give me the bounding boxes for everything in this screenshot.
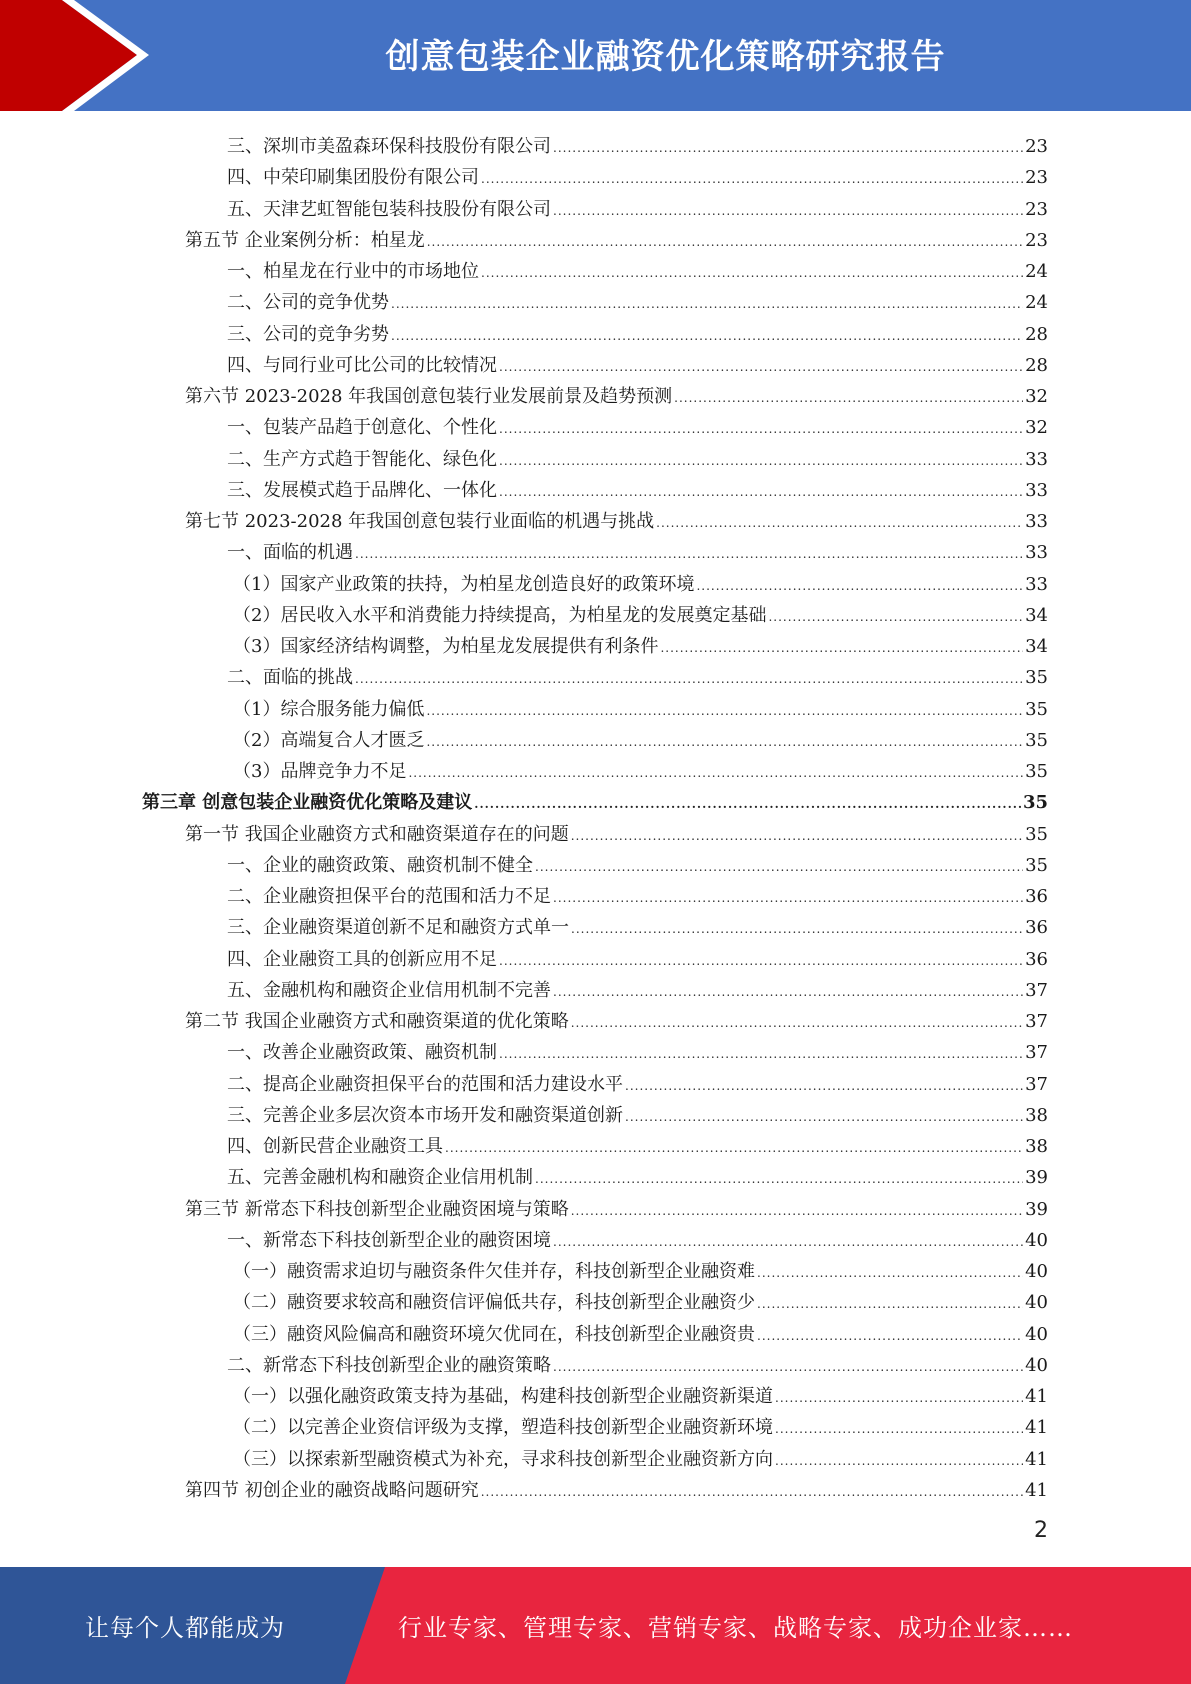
toc-entry-title: （三）融资风险偏高和融资环境欠优同在，科技创新型企业融资贵 bbox=[233, 1323, 755, 1345]
toc-leader-dots bbox=[481, 265, 1023, 283]
toc-entry-page: 33 bbox=[1025, 573, 1048, 595]
toc-entry-title: 第四节 初创企业的融资战略问题研究 bbox=[185, 1479, 479, 1501]
toc-entry[interactable] bbox=[227, 471, 1048, 502]
toc-leader-dots bbox=[553, 1359, 1023, 1377]
toc-entry-page: 36 bbox=[1025, 948, 1048, 970]
toc-entry-title: 四、创新民营企业融资工具 bbox=[227, 1136, 443, 1157]
toc-leader-dots bbox=[499, 484, 1023, 502]
toc-entry-title: 第三节 新常态下科技创新型企业融资困境与策略 bbox=[185, 1198, 569, 1220]
toc-leader-dots bbox=[553, 203, 1023, 221]
toc-entry[interactable] bbox=[233, 1440, 1048, 1471]
toc-leader-dots bbox=[775, 1453, 1023, 1471]
toc-entry-page: 41 bbox=[1025, 1417, 1048, 1439]
toc-entry-page: 36 bbox=[1025, 886, 1048, 907]
toc-leader-dots bbox=[553, 890, 1023, 908]
toc-entry-title: 二、新常态下科技创新型企业的融资策略 bbox=[227, 1354, 551, 1376]
toc-leader-dots bbox=[474, 796, 1021, 814]
toc-entry[interactable] bbox=[185, 502, 1048, 533]
toc-entry[interactable] bbox=[233, 1408, 1048, 1439]
toc-entry-title: 三、企业融资渠道创新不足和融资方式单一 bbox=[227, 917, 569, 939]
toc-entry[interactable] bbox=[233, 1377, 1048, 1408]
toc-entry-page: 34 bbox=[1025, 604, 1048, 626]
toc-entry-title: （三）以探索新型融资模式为补充，寻求科技创新型企业融资新方向 bbox=[233, 1448, 773, 1470]
toc-entry[interactable] bbox=[227, 127, 1048, 158]
toc-entry[interactable] bbox=[233, 627, 1048, 658]
toc-entry[interactable] bbox=[227, 1346, 1048, 1377]
toc-entry-title: 第一节 我国企业融资方式和融资渠道存在的问题 bbox=[185, 823, 569, 845]
toc-entry-page: 28 bbox=[1025, 323, 1048, 345]
toc-entry[interactable] bbox=[227, 315, 1048, 346]
toc-entry-page: 28 bbox=[1025, 354, 1048, 376]
toc-leader-dots bbox=[553, 140, 1023, 158]
toc-entry-title: 三、发展模式趋于品牌化、一体化 bbox=[227, 479, 497, 501]
toc-entry-title: 四、与同行业可比公司的比较情况 bbox=[227, 354, 497, 376]
toc-entry[interactable] bbox=[227, 940, 1048, 971]
toc-entry-title: 第七节 2023-2028 年我国创意包装行业面临的机遇与挑战 bbox=[185, 511, 655, 532]
toc-entry-title: 第六节 2023-2028 年我国创意包装行业发展前景及趋势预测 bbox=[185, 386, 673, 407]
toc-leader-dots bbox=[391, 328, 1023, 346]
toc-entry[interactable] bbox=[227, 158, 1048, 189]
toc-entry[interactable] bbox=[227, 1158, 1048, 1189]
toc-entry-title: 五、完善金融机构和融资企业信用机制 bbox=[227, 1167, 533, 1189]
toc-entry[interactable] bbox=[185, 1190, 1048, 1221]
toc-entry-page: 38 bbox=[1025, 1104, 1048, 1126]
toc-entry-page: 35 bbox=[1025, 823, 1048, 845]
toc-leader-dots bbox=[660, 640, 1023, 658]
toc-leader-dots bbox=[426, 734, 1023, 752]
footer-slogan-left: 让每个人都能成为 bbox=[85, 1614, 285, 1642]
toc-entry[interactable] bbox=[227, 1065, 1048, 1096]
toc-leader-dots bbox=[355, 671, 1023, 689]
toc-entry-page: 33 bbox=[1025, 511, 1048, 532]
toc-entry[interactable] bbox=[142, 783, 1048, 814]
toc-entry-page: 33 bbox=[1025, 479, 1048, 501]
toc-entry-title: 第二节 我国企业融资方式和融资渠道的优化策略 bbox=[185, 1011, 569, 1032]
toc-entry[interactable] bbox=[227, 533, 1048, 564]
toc-entry-page: 41 bbox=[1025, 1448, 1048, 1470]
toc-entry-page: 23 bbox=[1025, 198, 1048, 220]
toc-leader-dots bbox=[499, 359, 1023, 377]
toc-entry-title: 一、包装产品趋于创意化、个性化 bbox=[227, 417, 497, 439]
page-number: 2 bbox=[1034, 1518, 1048, 1543]
toc-leader-dots bbox=[757, 1328, 1023, 1346]
toc-entry[interactable] bbox=[227, 877, 1048, 908]
toc-leader-dots bbox=[499, 421, 1023, 439]
toc-entry-title: （2）高端复合人才匮乏 bbox=[233, 729, 425, 751]
toc-entry[interactable] bbox=[233, 565, 1048, 596]
toc-entry[interactable] bbox=[227, 1033, 1048, 1064]
toc-entry[interactable] bbox=[233, 1283, 1048, 1314]
toc-leader-dots bbox=[427, 234, 1023, 252]
report-title: 创意包装企业融资优化策略研究报告 bbox=[385, 36, 946, 77]
toc-entry-page: 35 bbox=[1025, 854, 1048, 876]
toc-entry-page: 32 bbox=[1025, 417, 1048, 439]
toc-entry[interactable] bbox=[227, 346, 1048, 377]
toc-entry[interactable] bbox=[227, 658, 1048, 689]
toc-entry-page: 23 bbox=[1025, 229, 1048, 251]
toc-entry-title: 四、中荣印刷集团股份有限公司 bbox=[227, 167, 479, 189]
toc-entry-page: 36 bbox=[1025, 917, 1048, 939]
toc-entry-title: 二、提高企业融资担保平台的范围和活力建设水平 bbox=[227, 1073, 623, 1095]
toc-entry-title: 一、企业的融资政策、融资机制不健全 bbox=[227, 854, 533, 876]
footer-slogan-right: 行业专家、管理专家、营销专家、战略专家、成功企业家…… bbox=[398, 1614, 1073, 1642]
toc-entry-title: （二）以完善企业资信评级为支撑，塑造科技创新型企业融资新环境 bbox=[233, 1417, 773, 1439]
toc-entry-page: 23 bbox=[1025, 136, 1048, 157]
toc-entry[interactable] bbox=[233, 1315, 1048, 1346]
toc-entry-page: 41 bbox=[1025, 1479, 1048, 1501]
toc-leader-dots bbox=[481, 1484, 1023, 1502]
toc-entry-page: 35 bbox=[1025, 698, 1048, 720]
toc-entry-page: 33 bbox=[1025, 542, 1048, 564]
toc-entry-title: （3）国家经济结构调整，为柏星龙发展提供有利条件 bbox=[233, 636, 659, 657]
toc-entry[interactable] bbox=[227, 190, 1048, 221]
toc-entry-title: 二、企业融资担保平台的范围和活力不足 bbox=[227, 886, 551, 907]
toc-entry-page: 39 bbox=[1025, 1167, 1048, 1189]
toc-leader-dots bbox=[571, 921, 1023, 939]
toc-leader-dots bbox=[445, 1140, 1023, 1158]
toc-leader-dots bbox=[625, 1109, 1023, 1127]
toc-entry-page: 34 bbox=[1025, 636, 1048, 657]
toc-entry-title: （一）以强化融资政策支持为基础，构建科技创新型企业融资新渠道 bbox=[233, 1386, 773, 1407]
toc-entry-title: 一、新常态下科技创新型企业的融资困境 bbox=[227, 1229, 551, 1251]
toc-entry[interactable] bbox=[227, 1096, 1048, 1127]
toc-leader-dots bbox=[355, 546, 1023, 564]
toc-entry-title: 一、柏星龙在行业中的市场地位 bbox=[227, 261, 479, 282]
toc-entry-page: 35 bbox=[1025, 761, 1048, 782]
toc-entry[interactable] bbox=[233, 690, 1048, 721]
toc-entry-page: 37 bbox=[1025, 979, 1048, 1001]
toc-entry[interactable] bbox=[227, 846, 1048, 877]
toc-entry[interactable] bbox=[227, 252, 1048, 283]
toc-entry-title: （1）国家产业政策的扶持，为柏星龙创造良好的政策环境 bbox=[233, 573, 695, 595]
toc-leader-dots bbox=[656, 515, 1023, 533]
toc-entry-title: （二）融资要求较高和融资信评偏低共存，科技创新型企业融资少 bbox=[233, 1292, 755, 1314]
toc-entry-title: 第五节 企业案例分析：柏星龙 bbox=[185, 229, 425, 251]
toc-entry-page: 37 bbox=[1025, 1042, 1048, 1064]
toc-entry-title: 二、公司的竞争优势 bbox=[227, 292, 389, 314]
toc-leader-dots bbox=[775, 1421, 1023, 1439]
toc-entry-page: 40 bbox=[1025, 1354, 1048, 1376]
toc-entry-page: 40 bbox=[1025, 1323, 1048, 1345]
toc-leader-dots bbox=[571, 828, 1023, 846]
toc-entry[interactable] bbox=[227, 408, 1048, 439]
toc-entry[interactable] bbox=[233, 596, 1048, 627]
toc-leader-dots bbox=[408, 765, 1023, 783]
toc-entry[interactable] bbox=[227, 971, 1048, 1002]
toc-entry-title: （2）居民收入水平和消费能力持续提高，为柏星龙的发展奠定基础 bbox=[233, 604, 767, 626]
toc-entry-page: 40 bbox=[1025, 1229, 1048, 1251]
toc-entry-title: 三、完善企业多层次资本市场开发和融资渠道创新 bbox=[227, 1104, 623, 1126]
toc-leader-dots bbox=[768, 609, 1023, 627]
toc-entry[interactable] bbox=[233, 752, 1048, 783]
toc-entry[interactable] bbox=[185, 377, 1048, 408]
toc-entry-page: 40 bbox=[1025, 1292, 1048, 1314]
toc-leader-dots bbox=[571, 1015, 1023, 1033]
toc-entry-title: 一、改善企业融资政策、融资机制 bbox=[227, 1042, 497, 1064]
toc-entry-page: 41 bbox=[1025, 1386, 1048, 1407]
toc-leader-dots bbox=[571, 1203, 1023, 1221]
toc-entry-title: 五、金融机构和融资企业信用机制不完善 bbox=[227, 979, 551, 1001]
toc-entry[interactable] bbox=[227, 1221, 1048, 1252]
toc-entry[interactable] bbox=[185, 1471, 1048, 1502]
toc-entry-page: 35 bbox=[1022, 792, 1048, 814]
toc-entry-page: 37 bbox=[1025, 1073, 1048, 1095]
page-header bbox=[0, 0, 1191, 111]
toc-leader-dots bbox=[674, 390, 1023, 408]
toc-leader-dots bbox=[553, 1234, 1023, 1252]
toc-entry-title: 第三章 创意包装企业融资优化策略及建议 bbox=[142, 792, 473, 814]
toc-leader-dots bbox=[499, 953, 1023, 971]
toc-leader-dots bbox=[775, 1390, 1023, 1408]
toc-entry-title: （3）品牌竞争力不足 bbox=[233, 761, 407, 782]
toc-entry[interactable] bbox=[227, 908, 1048, 939]
toc-entry-title: （一）融资需求迫切与融资条件欠佳并存，科技创新型企业融资难 bbox=[233, 1261, 755, 1282]
toc-leader-dots bbox=[481, 171, 1023, 189]
toc-leader-dots bbox=[535, 859, 1023, 877]
toc-leader-dots bbox=[625, 1078, 1023, 1096]
toc-entry[interactable] bbox=[227, 1127, 1048, 1158]
toc-leader-dots bbox=[499, 1046, 1023, 1064]
toc-leader-dots bbox=[757, 1296, 1023, 1314]
toc-leader-dots bbox=[499, 453, 1023, 471]
toc-entry[interactable] bbox=[185, 815, 1048, 846]
toc-entry[interactable] bbox=[227, 283, 1048, 314]
toc-entry-title: 三、公司的竞争劣势 bbox=[227, 323, 389, 345]
toc-entry-title: 一、面临的机遇 bbox=[227, 542, 353, 564]
toc-entry-title: 二、面临的挑战 bbox=[227, 667, 353, 689]
toc-entry-title: 四、企业融资工具的创新应用不足 bbox=[227, 948, 497, 970]
toc-entry-page: 37 bbox=[1025, 1011, 1048, 1032]
toc-entry-title: （1）综合服务能力偏低 bbox=[233, 698, 425, 720]
toc-entry-page: 24 bbox=[1025, 292, 1048, 314]
toc-entry[interactable] bbox=[227, 440, 1048, 471]
toc-entry-page: 35 bbox=[1025, 667, 1048, 689]
toc-entry[interactable] bbox=[233, 721, 1048, 752]
toc-leader-dots bbox=[553, 984, 1023, 1002]
toc-entry-page: 38 bbox=[1025, 1136, 1048, 1157]
toc-entry-page: 32 bbox=[1025, 386, 1048, 407]
toc-entry-title: 五、天津艺虹智能包装科技股份有限公司 bbox=[227, 198, 551, 220]
toc-entry-page: 24 bbox=[1025, 261, 1048, 282]
toc-leader-dots bbox=[696, 578, 1023, 596]
toc-leader-dots bbox=[426, 703, 1023, 721]
toc-entry[interactable] bbox=[185, 221, 1048, 252]
toc-entry-page: 33 bbox=[1025, 448, 1048, 470]
toc-leader-dots bbox=[391, 296, 1023, 314]
toc-entry-page: 23 bbox=[1025, 167, 1048, 189]
toc-leader-dots bbox=[757, 1265, 1023, 1283]
page-footer bbox=[0, 1567, 1191, 1684]
toc-entry-title: 二、生产方式趋于智能化、绿色化 bbox=[227, 448, 497, 470]
toc-entry-page: 35 bbox=[1025, 729, 1048, 751]
toc-entry-page: 40 bbox=[1025, 1261, 1048, 1282]
toc-leader-dots bbox=[535, 1171, 1023, 1189]
toc-entry-page: 39 bbox=[1025, 1198, 1048, 1220]
toc-entry-title: 三、深圳市美盈森环保科技股份有限公司 bbox=[227, 136, 551, 157]
toc-entry[interactable] bbox=[185, 1002, 1048, 1033]
toc-entry[interactable] bbox=[233, 1252, 1048, 1283]
